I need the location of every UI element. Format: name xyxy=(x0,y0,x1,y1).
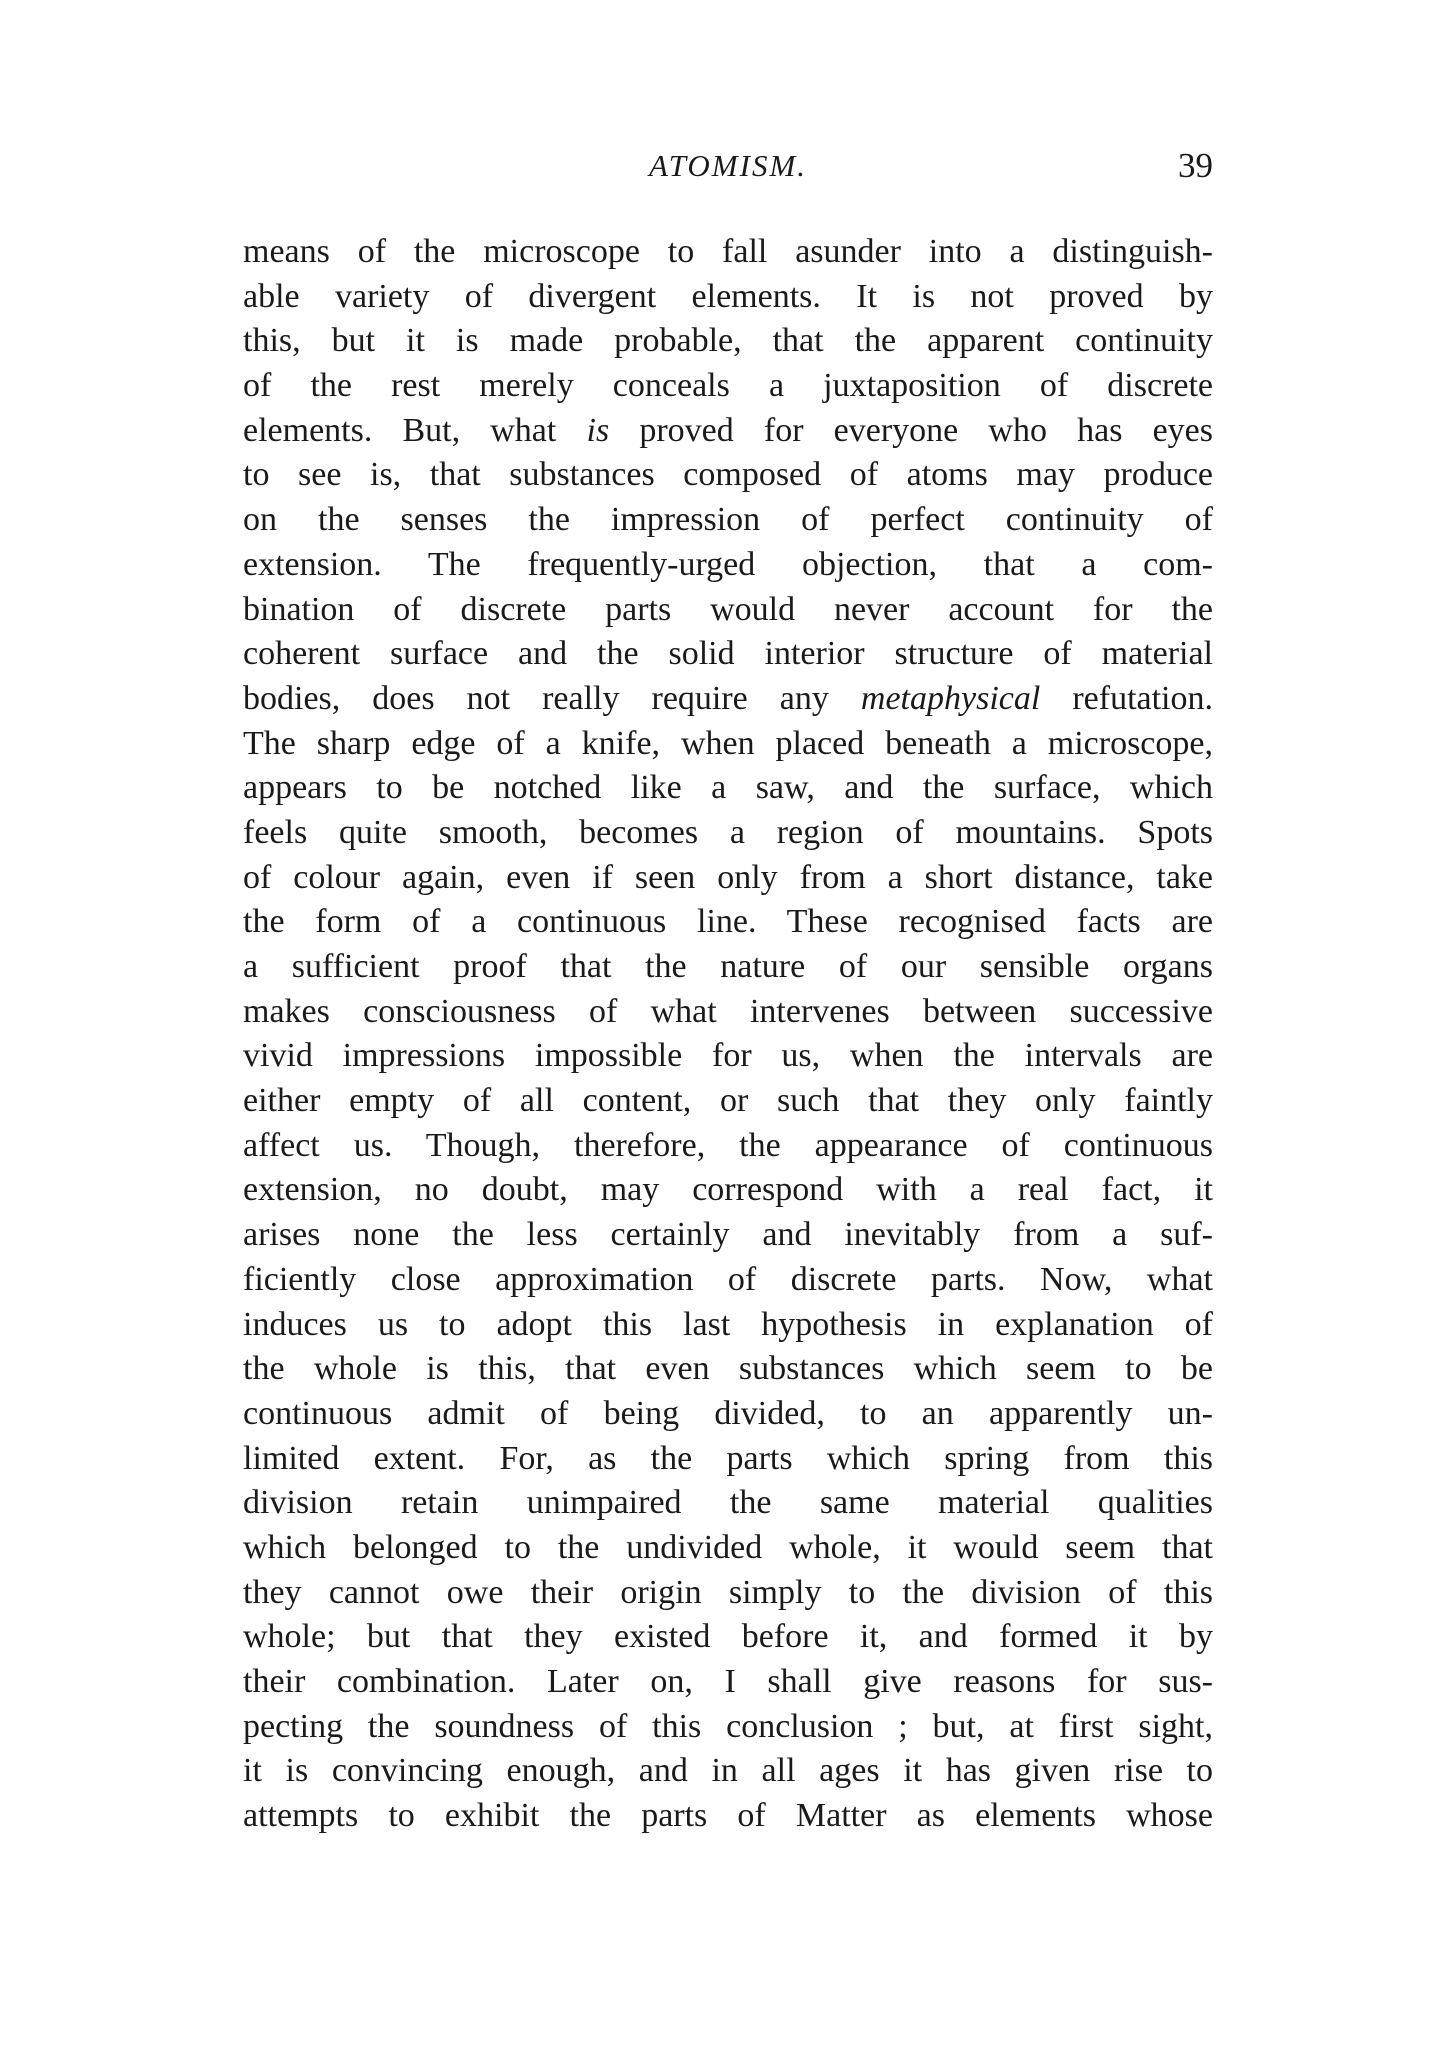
text-run: able variety of divergent elements. It is not proved by xyxy=(243,277,1213,315)
text-line xyxy=(243,498,1213,543)
text-run: ficiently close approximation of discrete parts. Now, what xyxy=(243,1260,1213,1298)
text-run: the form of a continuous line. These recognised facts are xyxy=(243,903,1213,941)
text-line xyxy=(243,632,1213,677)
text-run: it is convincing enough, and in all ages it has given rise to xyxy=(243,1752,1213,1790)
text-run: vivid impressions impossible for us, when the intervals are xyxy=(243,1037,1213,1075)
body-text xyxy=(243,230,1213,1839)
text-line xyxy=(243,856,1213,901)
text-run: refutation. xyxy=(1040,679,1213,717)
text-run: of colour again, even if seen only from a short distance, take xyxy=(243,858,1213,896)
text-run: affect us. Though, therefore, the appearance of continuous xyxy=(243,1126,1213,1164)
text-run: this, but it is made probable, that the apparent continuity xyxy=(243,322,1213,360)
italic-emphasis: metaphysical xyxy=(860,679,1041,717)
running-title: ATOMISM. xyxy=(648,148,808,183)
text-line xyxy=(243,811,1213,856)
text-line xyxy=(243,1347,1213,1392)
text-run: extension, no doubt, may correspond with a real fact, it xyxy=(243,1171,1213,1209)
text-line xyxy=(243,1079,1213,1124)
text-run: to see is, that substances composed of atoms may produce xyxy=(243,456,1213,494)
text-run: bination of discrete parts would never account for the xyxy=(243,590,1213,628)
text-line xyxy=(243,1258,1213,1303)
text-run: extension. The frequently-urged objection, that a com- xyxy=(243,545,1213,583)
text-line xyxy=(243,1213,1213,1258)
text-line xyxy=(243,1437,1213,1482)
text-run: which belonged to the undivided whole, it would seem that xyxy=(243,1528,1213,1566)
text-line xyxy=(243,1794,1213,1839)
text-line xyxy=(243,588,1213,633)
text-line xyxy=(243,1392,1213,1437)
text-run: coherent surface and the solid interior structure of material xyxy=(243,635,1213,673)
text-run: continuous admit of being divided, to an apparently un- xyxy=(243,1394,1213,1432)
text-line xyxy=(243,319,1213,364)
text-line xyxy=(243,230,1213,275)
text-line xyxy=(243,722,1213,767)
text-run: makes consciousness of what intervenes between successive xyxy=(243,992,1213,1030)
text-run: induces us to adopt this last hypothesis in explanation of xyxy=(243,1305,1213,1343)
text-line xyxy=(243,677,1213,722)
text-run: either empty of all content, or such that they only faintly xyxy=(243,1082,1213,1120)
text-line xyxy=(243,1705,1213,1750)
text-line xyxy=(243,409,1213,454)
text-run: arises none the less certainly and inevitably from a suf- xyxy=(243,1216,1213,1254)
text-run: their combination. Later on, I shall give reasons for sus- xyxy=(243,1663,1213,1700)
text-run: they cannot owe their origin simply to the division of this xyxy=(243,1573,1213,1611)
text-run: attempts to exhibit the parts of Matter as elements whose xyxy=(243,1797,1213,1835)
text-line xyxy=(243,1303,1213,1348)
text-run: bodies, does not really require any xyxy=(243,679,861,717)
text-line xyxy=(243,766,1213,811)
text-line xyxy=(243,1168,1213,1213)
text-line xyxy=(243,1749,1213,1794)
running-head xyxy=(243,142,1213,190)
text-run: appears to be notched like a saw, and the surface, which xyxy=(243,769,1213,807)
text-line xyxy=(243,1615,1213,1660)
text-run: a sufficient proof that the nature of our sensible organs xyxy=(243,948,1213,985)
text-line xyxy=(243,543,1213,588)
text-line xyxy=(243,1481,1213,1526)
text-run: The sharp edge of a knife, when placed beneath a microscope, xyxy=(243,724,1213,762)
text-run: division retain unimpaired the same material qualities xyxy=(243,1484,1213,1522)
text-line xyxy=(243,1124,1213,1169)
text-run: proved for everyone who has eyes xyxy=(609,411,1213,449)
text-line xyxy=(243,1571,1213,1616)
text-run: on the senses the impression of perfect continuity of xyxy=(243,501,1213,539)
text-line xyxy=(243,1526,1213,1571)
text-run: elements. But, what xyxy=(243,411,587,449)
text-line xyxy=(243,990,1213,1035)
text-run: limited extent. For, as the parts which spring from this xyxy=(243,1439,1213,1477)
text-line xyxy=(243,1660,1213,1705)
text-line xyxy=(243,900,1213,945)
text-run: means of the microscope to fall asunder into a distinguish- xyxy=(243,233,1213,270)
text-line xyxy=(243,364,1213,409)
text-line xyxy=(243,1034,1213,1079)
text-run: whole; but that they existed before it, and formed it by xyxy=(243,1618,1213,1656)
text-line xyxy=(243,945,1213,990)
text-run: the whole is this, that even substances which seem to be xyxy=(243,1350,1213,1388)
text-run: of the rest merely conceals a juxtaposition of discrete xyxy=(243,367,1213,405)
page-number: 39 xyxy=(1178,146,1213,185)
italic-emphasis: is xyxy=(586,411,610,449)
text-run: feels quite smooth, becomes a region of mountains. Spots xyxy=(243,813,1213,851)
text-line xyxy=(243,453,1213,498)
text-run: pecting the soundness of this conclusion ; but, at first sight, xyxy=(243,1707,1213,1745)
text-line xyxy=(243,275,1213,320)
